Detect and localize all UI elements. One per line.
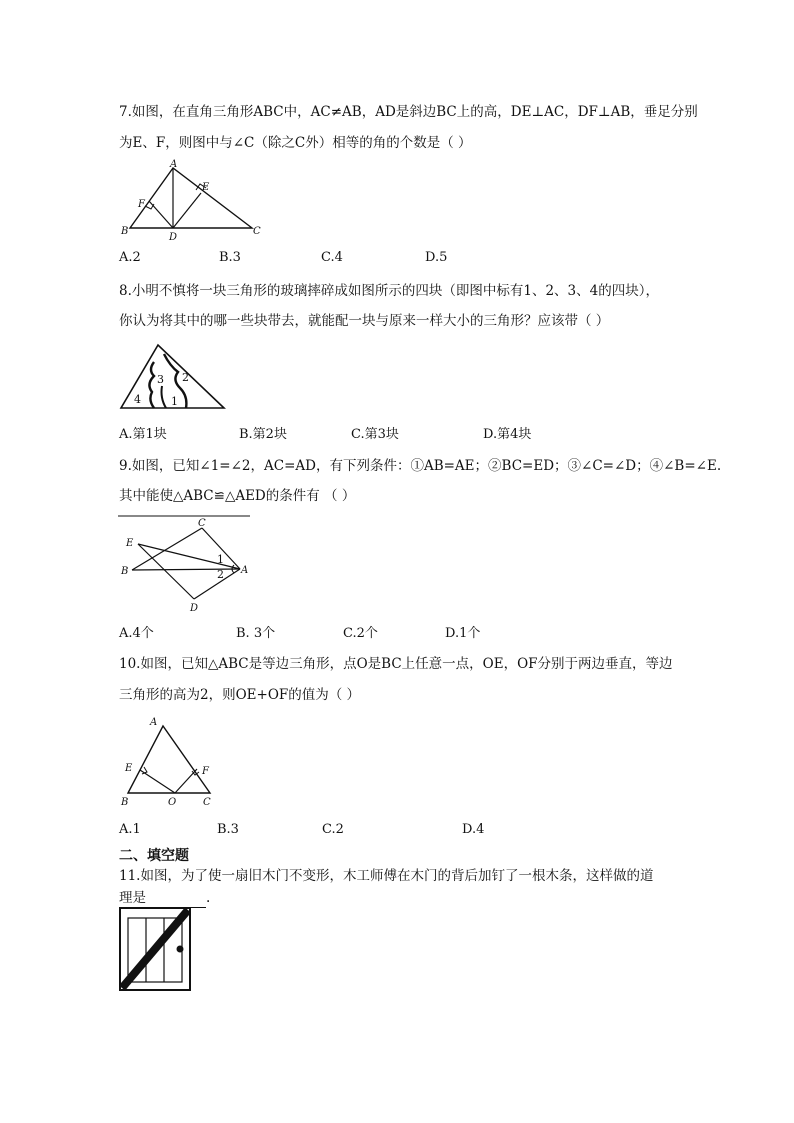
q10-label-b: B: [121, 797, 129, 808]
q10-option-d: D.4: [462, 822, 485, 837]
q9-option-c: C.2个: [343, 626, 378, 641]
q10-text-line2: 三角形的高为2，则OE+OF的值为（ ）: [119, 687, 361, 703]
q11-door-figure: [118, 906, 193, 992]
q10-label-c: C: [203, 797, 211, 808]
q7-label-a: A: [170, 159, 178, 170]
q7-label-d: D: [169, 232, 178, 243]
q8-label-2: 2: [182, 371, 189, 384]
q10-label-a: A: [150, 717, 158, 728]
q9-label-a: A: [241, 565, 249, 576]
q9-option-b: B. 3个: [236, 626, 276, 641]
q9-text-line2: 其中能使△ABC≌△AED的条件有 （ ）: [119, 488, 356, 504]
q9-label-c: C: [198, 518, 206, 529]
section-title-fill-in: 二、填空题: [119, 848, 189, 864]
q8-text-line1: 8.小明不慎将一块三角形的玻璃摔碎成如图所示的四块（即图中标有1、2、3、4的四块），: [119, 283, 659, 299]
q10-figure: [118, 714, 218, 809]
q11-text-line2: [119, 888, 210, 908]
q10-label-f: F: [202, 766, 209, 777]
q10-option-c: C.2: [322, 822, 344, 837]
q8-option-a: A.第1块: [119, 427, 167, 442]
q9-option-a: A.4个: [119, 626, 154, 641]
q8-option-b: B.第2块: [239, 427, 287, 442]
q11-prefix: 理是: [119, 890, 146, 906]
q10-label-e: E: [125, 763, 133, 774]
q8-label-4: 4: [134, 393, 141, 406]
q9-figure: [118, 514, 253, 614]
q7-option-c: C.4: [321, 250, 343, 265]
q7-option-a: A.2: [119, 250, 141, 265]
q7-label-f: F: [138, 199, 145, 210]
door-knob-icon: [177, 946, 184, 953]
q11-suffix: .: [206, 890, 211, 906]
q8-figure: [118, 342, 228, 412]
q9-label-angle1: 1: [217, 553, 224, 566]
q7-figure: [118, 160, 268, 242]
q7-text-line2: 为E、F，则图中与∠C（除之C外）相等的角的个数是（ ）: [119, 135, 472, 151]
q7-option-d: D.5: [425, 250, 448, 265]
q7-text-line1: 7.如图，在直角三角形ABC中，AC≠AB，AD是斜边BC上的高，DE⊥AC，DF⊥AB，垂足分别: [119, 104, 698, 120]
q10-option-b: B.3: [217, 822, 239, 837]
q7-option-b: B.3: [219, 250, 241, 265]
q9-option-d: D.1个: [445, 626, 481, 641]
q10-option-a: A.1: [119, 822, 141, 837]
q9-label-b: B: [121, 566, 129, 577]
q10-label-o: O: [168, 797, 177, 808]
q9-label-angle2: 2: [217, 568, 224, 581]
q11-text-line1: 11.如图，为了使一扇旧木门不变形，木工师傅在木门的背后加钉了一根木条，这样做的道: [119, 868, 654, 884]
q10-text-line1: 10.如图，已知△ABC是等边三角形，点O是BC上任意一点，OE，OF分别于两边垂直，等边: [119, 656, 673, 672]
q8-label-3: 3: [157, 373, 164, 386]
q7-label-b: B: [121, 226, 129, 237]
q8-text-line2: 你认为将其中的哪一些块带去，就能配一块与原来一样大小的三角形？应该带（ ）: [119, 313, 610, 329]
q9-text-line1: 9.如图，已知∠1=∠2，AC=AD，有下列条件：①AB=AE；②BC=ED；③∠C=∠D；④∠B=∠E.: [119, 458, 722, 474]
q8-option-c: C.第3块: [351, 427, 399, 442]
q7-label-e: E: [202, 182, 210, 193]
q9-label-d: D: [190, 603, 199, 614]
q8-option-d: D.第4块: [483, 427, 532, 442]
q8-label-1: 1: [171, 395, 178, 408]
q7-label-c: C: [253, 226, 261, 237]
q9-label-e: E: [126, 538, 134, 549]
